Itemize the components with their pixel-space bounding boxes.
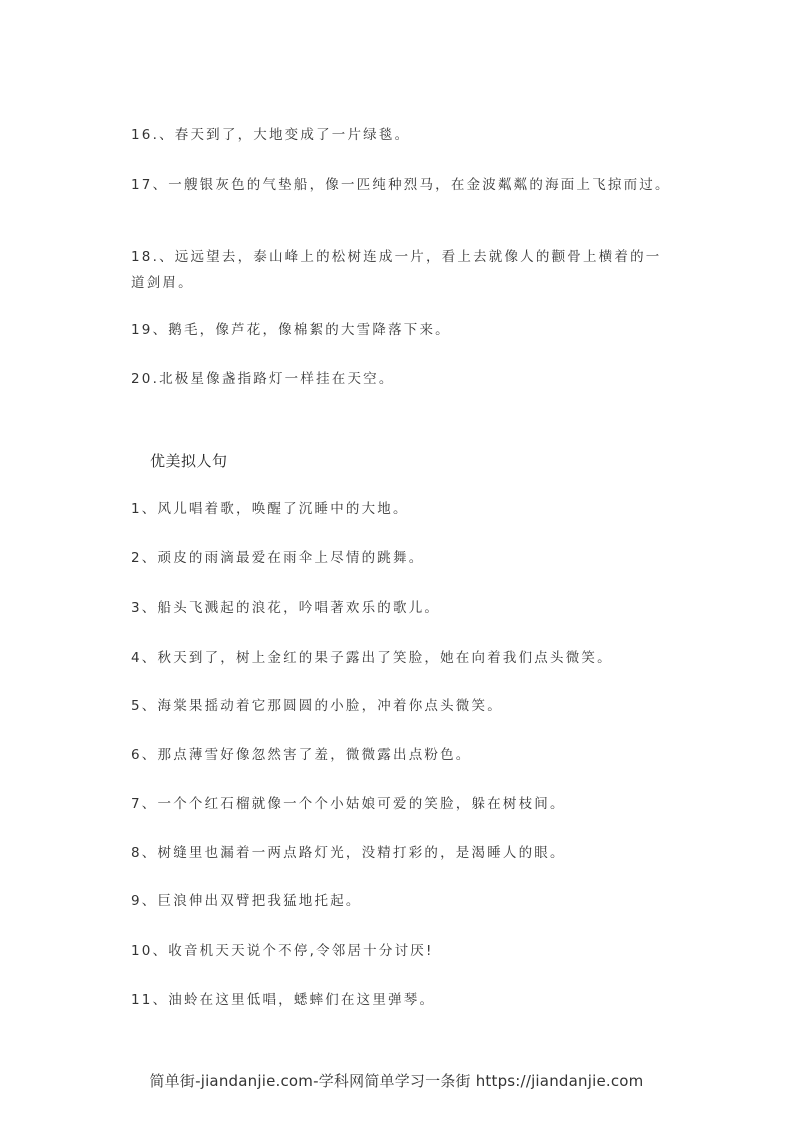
personification-sentence-5: 5、海棠果摇动着它那圆圆的小脸，冲着你点头微笑。 [131,698,503,714]
personification-sentence-10: 10、收音机天天说个不停,令邻居十分讨厌! [131,943,434,959]
personification-sentence-8: 8、树缝里也漏着一两点路灯光，没精打彩的，是渴睡人的眼。 [131,845,566,861]
metaphor-sentence-20: 20.北极星像盏指路灯一样挂在天空。 [131,371,395,387]
personification-sentence-4: 4、秋天到了，树上金红的果子露出了笑脸，她在向着我们点头微笑。 [131,650,613,666]
personification-sentence-3: 3、船头飞溅起的浪花，吟唱著欢乐的歌儿。 [131,600,441,616]
personification-sentence-6: 6、那点薄雪好像忽然害了羞，微微露出点粉色。 [131,747,472,763]
personification-sentence-1: 1、风儿唱着歌，唤醒了沉睡中的大地。 [131,501,409,517]
personification-sentence-11: 11、油蛉在这里低唱，蟋蟀们在这里弹琴。 [131,992,436,1008]
metaphor-sentence-19: 19、鹅毛，像芦花，像棉絮的大雪降落下来。 [131,322,451,338]
personification-sentence-2: 2、顽皮的雨滴最爱在雨伞上尽情的跳舞。 [131,550,425,566]
metaphor-sentence-17: 17、一艘银灰色的气垫船，像一匹纯种烈马，在金波粼粼的海面上飞掠而过。 [131,177,671,193]
personification-sentence-9: 9、巨浪伸出双臂把我猛地托起。 [131,893,362,909]
section-title: 优美拟人句 [150,452,228,470]
footer-watermark: 简单街-jiandanjie.com-学科网简单学习一条街 https://jiandanjie.com [149,1072,644,1090]
metaphor-sentence-18: 18.、远远望去，泰山峰上的松树连成一片，看上去就像人的颧骨上横着的一道剑眉。 [131,249,662,291]
metaphor-sentence-16: 16.、春天到了，大地变成了一片绿毯。 [131,127,411,143]
personification-sentence-7: 7、一个个红石榴就像一个个小姑娘可爱的笑脸，躲在树枝间。 [131,796,566,812]
